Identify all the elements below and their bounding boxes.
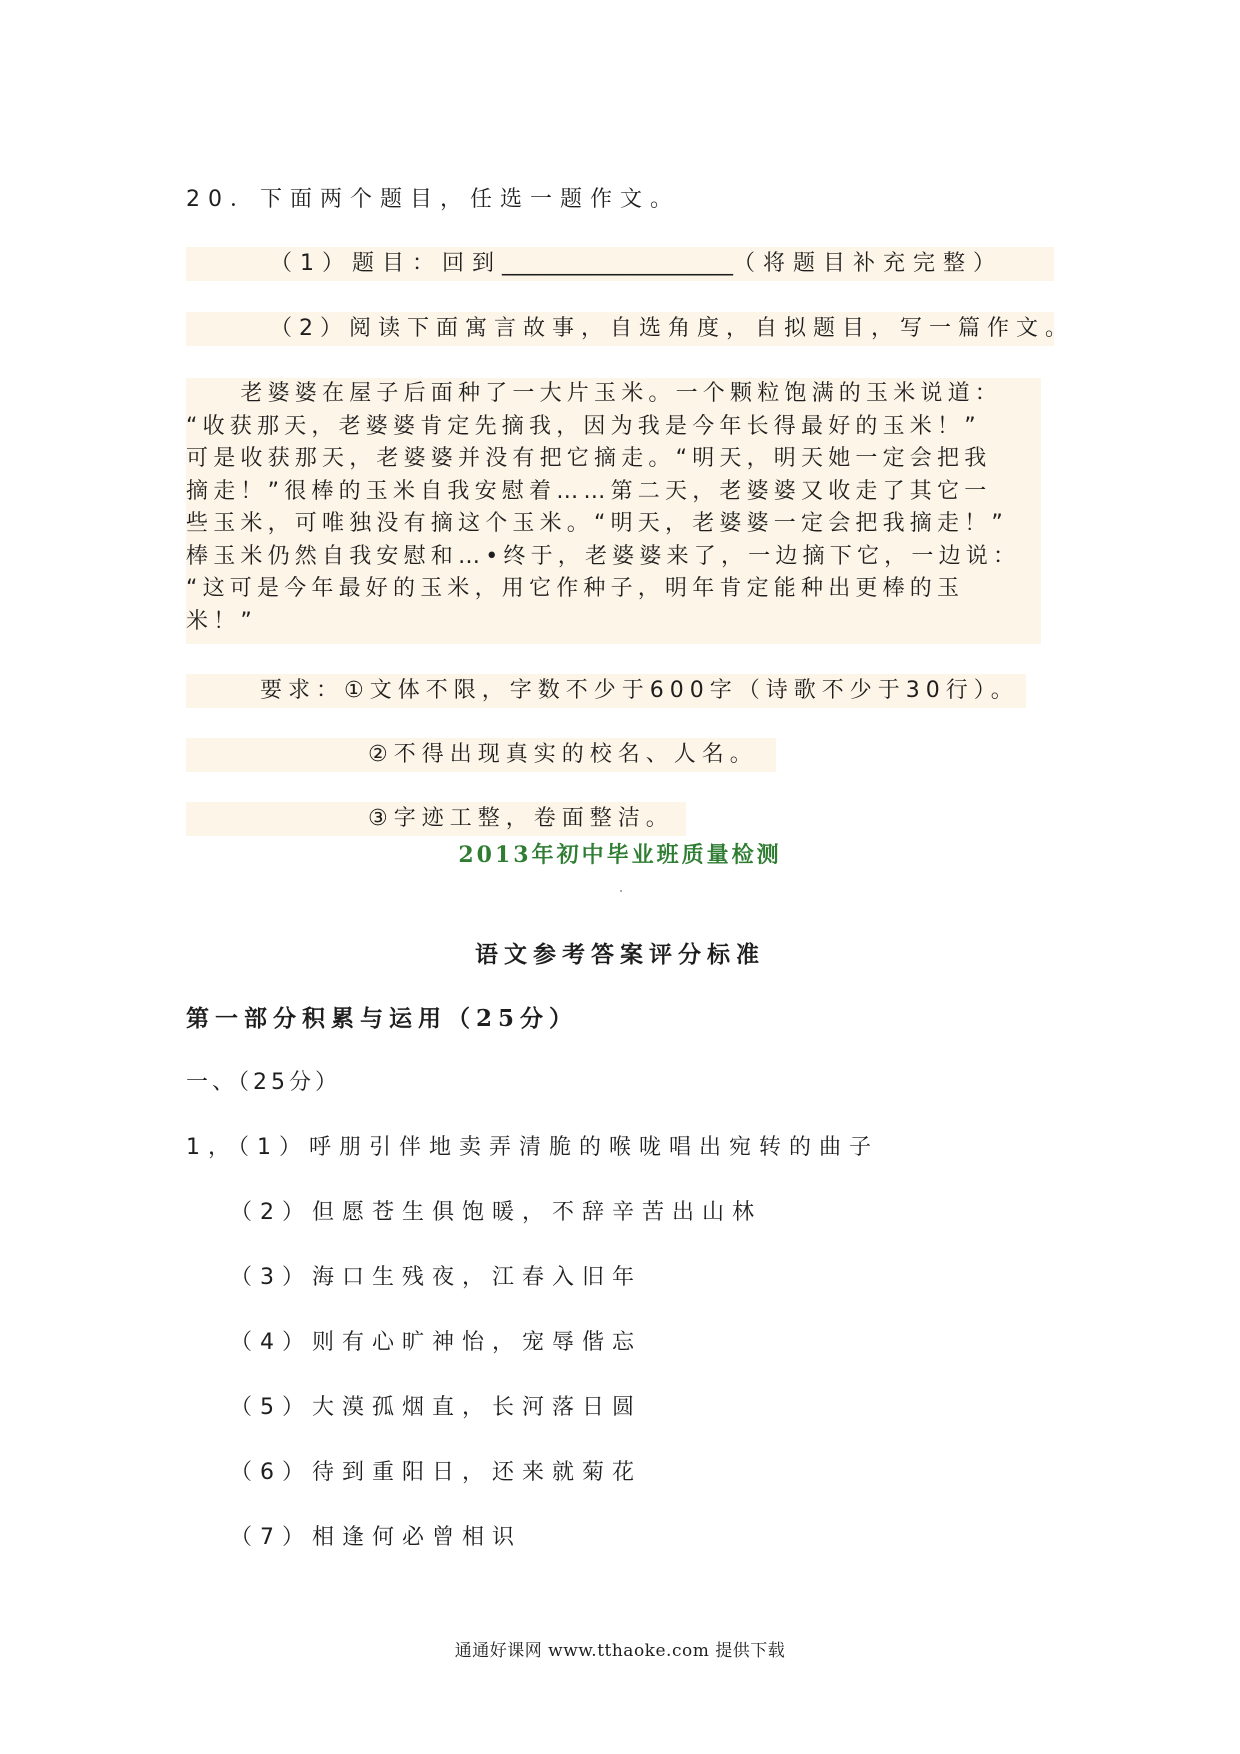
passage-line: 可是收获那天，老婆婆并没有把它摘走。“明天，明天她一定会把我 (186, 446, 992, 471)
question-20-option1 (186, 247, 1054, 281)
passage-line: “收获那天，老婆婆肯定先摘我，因为我是今年长得最好的玉米！” (186, 413, 981, 439)
option1-label: （1）题目：回到 (270, 251, 502, 276)
answer-item: （5）大漠孤烟直，长河落日圆 (230, 1395, 642, 1420)
answer-item: （6）待到重阳日，还来就菊花 (230, 1460, 642, 1485)
passage-line: 棒玉米仍然自我安慰和…•终于，老婆婆来了，一边摘下它，一边说： (186, 543, 1021, 569)
part-1-heading: 第一部分积累与运用（25分） (186, 1005, 579, 1032)
passage-line: 老婆婆在屋子后面种了一大片玉米。一个颗粒饱满的玉米说道： (186, 381, 1003, 406)
requirement-1: 要求：①文体不限，字数不少于600字（诗歌不少于30行）。 (186, 674, 1026, 708)
question-20-title: 20．下面两个题目，任选一题作文。 (186, 187, 680, 212)
passage-line: 米！” (186, 608, 257, 634)
answer-key-title: 语文参考答案评分标准 (475, 941, 765, 968)
passage-line: 些玉米，可唯独没有摘这个玉米。“明天，老婆婆一定会把我摘走！” (186, 511, 1008, 536)
passage-line: 摘走！”很棒的玉米自我安慰着……第二天，老婆婆又收走了其它一 (186, 478, 992, 504)
stray-dot (620, 890, 622, 892)
requirement-2: ②不得出现真实的校名、人名。 (186, 738, 776, 772)
answer-item: （7）相逢何必曾相识 (230, 1525, 522, 1550)
fable-passage (186, 378, 1041, 644)
question-20-option2: （2）阅读下面寓言故事，自选角度，自拟题目，写一篇作文。 (186, 312, 1054, 346)
option1-blank: _____________________ (502, 251, 733, 276)
section-1-heading: 一、（25分） (186, 1070, 341, 1095)
option1-note: （将题目补充完整） (733, 251, 1004, 276)
answer-item: 1，（1）呼朋引伴地卖弄清脆的喉咙唱出宛转的曲子 (186, 1135, 879, 1160)
footer-credit: 通通好课网 www.tthaoke.com 提供下载 (454, 1641, 786, 1661)
requirement-3: ③字迹工整，卷面整洁。 (186, 802, 686, 836)
passage-line: “这可是今年最好的玉米，用它作种子，明年肯定能种出更棒的玉 (186, 576, 965, 601)
answer-item: （3）海口生残夜，江春入旧年 (230, 1265, 642, 1290)
exam-title: 2013年初中毕业班质量检测 (458, 842, 782, 868)
answer-item: （2）但愿苍生俱饱暖，不辞辛苦出山林 (230, 1200, 762, 1225)
answer-item: （4）则有心旷神怡，宠辱偕忘 (230, 1330, 642, 1355)
